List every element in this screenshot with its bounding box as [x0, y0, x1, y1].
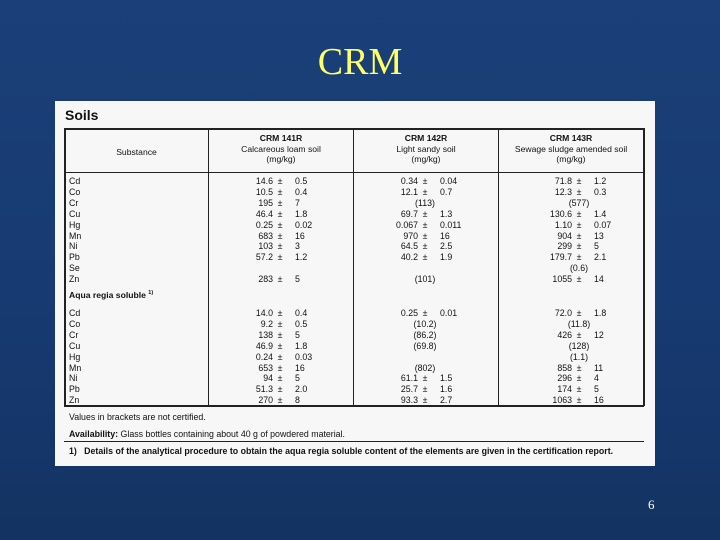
cell-value: 12.3	[554, 186, 572, 197]
cell-value: 1063	[552, 395, 572, 406]
cell-plusminus: ±	[422, 373, 428, 384]
cell-value: 296	[557, 373, 572, 384]
cell-plusminus: ±	[576, 241, 582, 252]
cell-value: 57.2	[255, 252, 273, 263]
cell-plusminus: ±	[576, 384, 582, 395]
cell-uncertainty: 8	[295, 395, 300, 406]
element-symbol: Co	[69, 186, 81, 197]
cell-value: 71.8	[554, 176, 572, 186]
cell-uncertainty: 0.07	[594, 219, 612, 230]
cell-value: 14.6	[255, 176, 273, 186]
cell-value: 103	[258, 241, 273, 252]
cell-uncertainty: 1.5	[440, 373, 453, 384]
cell-plusminus: ±	[277, 373, 283, 384]
cell-uncertainty: 5	[594, 384, 599, 395]
cell-plusminus: ±	[277, 186, 283, 197]
cell-uncertainty: 2.1	[594, 252, 607, 263]
cell-uncertainty: 2.0	[295, 384, 308, 395]
cell-plusminus: ±	[277, 329, 283, 340]
header-crm142: CRM 142R Light sandy soil (mg/kg)	[396, 133, 456, 164]
cell-value: 1055	[552, 274, 572, 285]
cell-plusminus: ±	[422, 176, 428, 186]
footer-divider	[64, 441, 644, 442]
page-number: 6	[648, 497, 655, 512]
footer-availability: Availability: Glass bottles containing about 40 g of powdered material.	[69, 429, 345, 439]
cell-plusminus: (802)	[414, 362, 436, 373]
element-symbol: Zn	[69, 395, 80, 406]
cell-uncertainty: 0.4	[295, 186, 308, 197]
cell-plusminus: ±	[422, 208, 428, 219]
footer-note: Values in brackets are not certified.	[69, 412, 206, 422]
cell-plusminus: ±	[277, 308, 283, 318]
cell-value: 195	[258, 197, 273, 208]
cell-value: 46.4	[255, 208, 273, 219]
cell-value: 138	[258, 329, 273, 340]
cell-value: 0.067	[395, 219, 418, 230]
element-symbol: Ni	[69, 373, 78, 384]
cell-value: 270	[258, 395, 273, 406]
cell-uncertainty: 0.03	[295, 351, 313, 362]
cell-uncertainty: 12	[594, 329, 604, 340]
document-scan	[55, 101, 655, 466]
cell-plusminus: ±	[576, 308, 582, 318]
cell-uncertainty: 1.4	[594, 208, 607, 219]
cell-value: 683	[258, 230, 273, 241]
element-symbol: Mn	[69, 362, 82, 373]
cell-plusminus: ±	[277, 176, 283, 186]
cell-uncertainty: 5	[594, 241, 599, 252]
column-divider-3	[498, 128, 499, 406]
cell-uncertainty: 5	[295, 373, 300, 384]
cell-plusminus: ±	[422, 219, 428, 230]
cell-plusminus: (128)	[568, 340, 590, 351]
table-top-border	[64, 128, 644, 130]
element-symbol: Cr	[69, 197, 79, 208]
cell-plusminus: ±	[277, 252, 283, 263]
slide-title: CRM	[317, 41, 403, 83]
cell-value: 653	[258, 362, 273, 373]
cell-plusminus: ±	[277, 208, 283, 219]
cell-plusminus: ±	[576, 252, 582, 263]
table-bottom-border	[64, 405, 644, 407]
cell-value: 94	[263, 373, 273, 384]
cell-value: 51.3	[255, 384, 273, 395]
cell-plusminus: ±	[277, 318, 283, 329]
cell-value: 93.3	[400, 395, 418, 406]
cell-uncertainty: 16	[295, 230, 305, 241]
cell-value: 283	[258, 274, 273, 285]
cell-uncertainty: 4	[594, 373, 599, 384]
cell-value: 9.2	[260, 318, 273, 329]
cell-uncertainty: 5	[295, 329, 300, 340]
cell-value: 179.7	[549, 252, 572, 263]
cell-plusminus: ±	[277, 340, 283, 351]
cell-value: 40.2	[400, 252, 418, 263]
cell-uncertainty: 0.01	[440, 308, 458, 318]
cell-uncertainty: 1.6	[440, 384, 453, 395]
cell-uncertainty: 1.2	[594, 176, 607, 186]
cell-value: 174	[557, 384, 572, 395]
cell-plusminus: ±	[277, 241, 283, 252]
cell-value: 25.7	[400, 384, 418, 395]
cell-plusminus: ±	[422, 395, 428, 406]
cell-plusminus: (1.1)	[569, 351, 589, 362]
cell-uncertainty: 7	[295, 197, 300, 208]
cell-value: 64.5	[400, 241, 418, 252]
cell-uncertainty: 1.8	[295, 208, 308, 219]
cell-plusminus: ±	[576, 395, 582, 406]
cell-plusminus: ±	[277, 351, 283, 362]
cell-plusminus: ±	[576, 329, 582, 340]
cell-uncertainty: 5	[295, 274, 300, 285]
header-divider	[64, 172, 644, 173]
cell-uncertainty: 1.3	[440, 208, 453, 219]
cell-value: 61.1	[400, 373, 418, 384]
column-divider-2	[353, 128, 354, 406]
cell-value: 904	[557, 230, 572, 241]
cell-plusminus: ±	[422, 230, 428, 241]
cell-plusminus: (10.2)	[413, 318, 437, 329]
element-symbol: Mn	[69, 230, 82, 241]
cell-plusminus: (113)	[415, 197, 435, 208]
cell-plusminus: ±	[422, 384, 428, 395]
cell-value: 0.34	[400, 176, 418, 186]
cell-plusminus: ±	[277, 197, 283, 208]
cell-value: 14.0	[255, 308, 273, 318]
cell-uncertainty: 0.011	[440, 219, 462, 230]
footer-footnote: 1) Details of the analytical procedure to obtain the aqua regia soluble content of the elements are given in the certification report.	[69, 446, 614, 456]
cell-plusminus: ±	[576, 208, 582, 219]
cell-uncertainty: 16	[295, 362, 305, 373]
cell-plusminus: (0.6)	[569, 263, 589, 274]
cell-uncertainty: 1.9	[440, 252, 453, 263]
cell-plusminus: ±	[576, 186, 582, 197]
element-symbol: Pb	[69, 252, 80, 263]
cell-value: 299	[557, 241, 572, 252]
cell-value: 69.7	[400, 208, 418, 219]
cell-uncertainty: 3	[295, 241, 300, 252]
header-crm141: CRM 141R Calcareous loam soil (mg/kg)	[241, 133, 321, 164]
table-right-border	[643, 128, 645, 406]
cell-plusminus: ±	[277, 384, 283, 395]
cell-value: 72.0	[554, 308, 572, 318]
cell-plusminus: ±	[576, 362, 582, 373]
cell-plusminus: (86.2)	[413, 329, 437, 340]
cell-plusminus: ±	[576, 176, 582, 186]
cell-uncertainty: 0.5	[295, 176, 308, 186]
cell-plusminus: ±	[576, 274, 582, 285]
cell-plusminus: ±	[277, 362, 283, 373]
cell-value: 10.5	[255, 186, 273, 197]
cell-uncertainty: 2.7	[440, 395, 453, 406]
cell-uncertainty: 0.04	[440, 176, 458, 186]
document-heading: Soils	[65, 107, 99, 123]
cell-value: 0.25	[400, 308, 418, 318]
cell-plusminus: ±	[422, 186, 428, 197]
element-symbol: Ni	[69, 241, 78, 252]
element-symbol: Cr	[69, 329, 79, 340]
cell-plusminus: (577)	[568, 197, 590, 208]
header-crm143: CRM 143R Sewage sludge amended soil (mg/kg)	[514, 133, 628, 164]
element-symbol: Zn	[69, 274, 80, 285]
element-symbol: Cu	[69, 208, 81, 219]
section-aqua-regia-heading: Aqua regia soluble $^{1)}$	[69, 290, 154, 300]
element-symbol: Cd	[69, 308, 81, 318]
cell-value: 46.9	[255, 340, 273, 351]
cell-plusminus: ±	[277, 230, 283, 241]
cell-uncertainty: 1.2	[295, 252, 308, 263]
cell-uncertainty: 16	[440, 230, 450, 241]
cell-plusminus: ±	[422, 252, 428, 263]
cell-plusminus: ±	[277, 274, 283, 285]
cell-plusminus: (69.8)	[413, 340, 437, 351]
cell-value: 426	[557, 329, 572, 340]
cell-uncertainty: 13	[594, 230, 604, 241]
cell-value: 12.1	[400, 186, 418, 197]
element-symbol: Co	[69, 318, 81, 329]
element-symbol: Cd	[69, 176, 81, 186]
cell-plusminus: ±	[277, 395, 283, 406]
cell-uncertainty: 0.4	[295, 308, 308, 318]
element-symbol: Pb	[69, 384, 80, 395]
cell-value: 970	[403, 230, 418, 241]
cell-uncertainty: 0.5	[295, 318, 308, 329]
cell-value: 1.10	[554, 219, 572, 230]
element-symbol: Hg	[69, 351, 81, 362]
cell-uncertainty: 1.8	[594, 308, 607, 318]
cell-plusminus: ±	[422, 308, 428, 318]
cell-plusminus: ±	[277, 219, 283, 230]
cell-plusminus: (101)	[414, 274, 436, 285]
header-substance: Substance	[116, 147, 157, 157]
cell-value: 0.24	[255, 351, 273, 362]
element-symbol: Cu	[69, 340, 81, 351]
table-left-border	[64, 128, 66, 406]
cell-value: 130.6	[549, 208, 572, 219]
cell-value: 858	[557, 362, 572, 373]
cell-uncertainty: 0.7	[440, 186, 453, 197]
cell-plusminus: (11.8)	[567, 318, 591, 329]
column-divider-1	[208, 128, 209, 406]
cell-uncertainty: 1.8	[295, 340, 308, 351]
cell-uncertainty: 16	[594, 395, 604, 406]
element-symbol: Se	[69, 263, 80, 274]
cell-plusminus: ±	[576, 230, 582, 241]
cell-uncertainty: 2.5	[440, 241, 453, 252]
cell-uncertainty: 14	[594, 274, 604, 285]
cell-value: 0.25	[255, 219, 273, 230]
cell-uncertainty: 11	[594, 362, 604, 373]
element-symbol: Hg	[69, 219, 81, 230]
cell-plusminus: ±	[576, 219, 582, 230]
cell-uncertainty: 0.02	[295, 219, 313, 230]
cell-uncertainty: 0.3	[594, 186, 607, 197]
cell-plusminus: ±	[422, 241, 428, 252]
cell-plusminus: ±	[576, 373, 582, 384]
